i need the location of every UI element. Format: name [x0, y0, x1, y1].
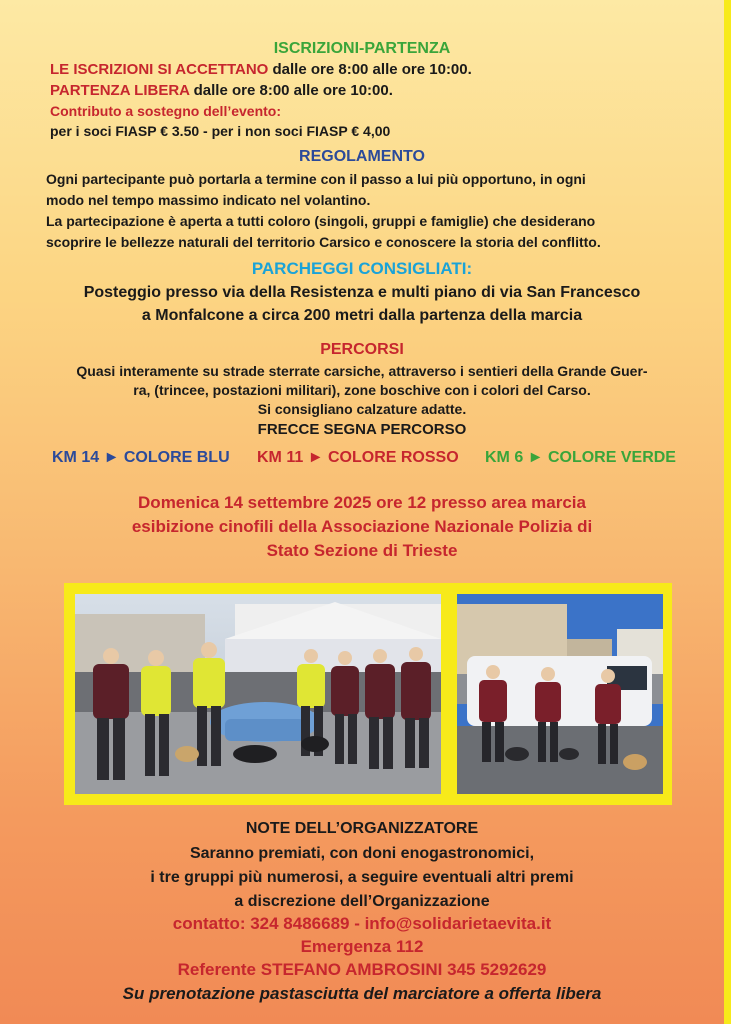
percorsi-line-1: Quasi interamente su strade sterrate carsiche, attraverso i sentieri della Grande Guer- — [76, 363, 648, 379]
partenza-line — [50, 82, 393, 99]
note-title: NOTE DELL’ORGANIZZATORE — [245, 820, 479, 837]
right-yellow-stripe — [724, 0, 731, 1024]
photo-cinofili-piazza — [75, 594, 441, 794]
evento-line-1: Domenica 14 settembre 2025 ore 12 presso area marcia — [138, 493, 586, 512]
parcheggi-line-2: a Monfalcone a circa 200 metri dalla partenza della marcia — [141, 307, 583, 324]
evento-line-2: esibizione cinofili della Associazione Nazionale Polizia di — [131, 517, 593, 536]
pastasciutta-text: Su prenotazione pastasciutta del marciatore a offerta libera — [122, 984, 602, 1003]
prezzi-text: per i soci FIASP € 3.50 - per i non soci FIASP € 4,00 — [50, 123, 391, 139]
percorsi-title: PERCORSI — [320, 341, 404, 358]
regolamento-line: modo nel tempo massimo indicato nel volantino. — [46, 192, 371, 208]
partenza-orario: dalle ore 8:00 alle ore 10:00. — [189, 82, 393, 99]
contributo-label: Contributo a sostegno dell’evento: — [50, 103, 282, 119]
km11-route: KM 11 ► COLORE ROSSO — [257, 449, 459, 466]
contatto-text: contatto: 324 8486689 - info@solidarietaevita.it — [172, 914, 552, 933]
photo-frame — [64, 583, 672, 805]
note-line-1: Saranno premiati, con doni enogastronomici, — [189, 845, 535, 862]
regolamento-line: La partecipazione è aperta a tutti coloro (singoli, gruppi e famiglie) che desiderano — [46, 213, 596, 229]
regolamento-text — [46, 169, 686, 253]
iscrizioni-title: ISCRIZIONI-PARTENZA — [273, 40, 451, 57]
iscrizioni-orario: dalle ore 8:00 alle ore 10:00. — [268, 61, 472, 78]
regolamento-title: REGOLAMENTO — [299, 148, 425, 165]
frecce-title: FRECCE SEGNA PERCORSO — [257, 421, 467, 438]
parcheggi-line-1: Posteggio presso via della Resistenza e multi piano di via San Francesco — [83, 284, 641, 301]
parcheggi-title: PARCHEGGI CONSIGLIATI: — [251, 259, 473, 278]
km14-route: KM 14 ► COLORE BLU — [52, 449, 230, 466]
emergenza-text: Emergenza 112 — [300, 937, 424, 956]
photo-cinofili-furgone — [457, 594, 663, 794]
note-line-2: i tre gruppi più numerosi, a seguire eventuali altri premi — [150, 869, 574, 886]
referente-text: Referente STEFANO AMBROSINI 345 5292629 — [177, 960, 547, 979]
evento-line-3: Stato Sezione di Trieste — [266, 541, 458, 560]
percorsi-line-3: Si consigliano calzature adatte. — [257, 401, 467, 417]
regolamento-line: scoprire le bellezze naturali del territorio Carsico e conoscere la storia del conflitto. — [46, 234, 601, 250]
iscrizioni-accettano-label: LE ISCRIZIONI SI ACCETTANO — [50, 61, 269, 78]
km6-route: KM 6 ► COLORE VERDE — [485, 449, 676, 466]
percorsi-line-2: ra, (trincee, postazioni militari), zone boschive con i colori del Carso. — [133, 382, 591, 398]
note-line-3: a discrezione dell’Organizzazione — [234, 893, 490, 910]
regolamento-line: Ogni partecipante può portarla a termine con il passo a lui più opportuno, in ogni — [46, 171, 586, 187]
iscrizioni-line — [50, 61, 472, 78]
partenza-libera-label: PARTENZA LIBERA — [50, 82, 190, 99]
